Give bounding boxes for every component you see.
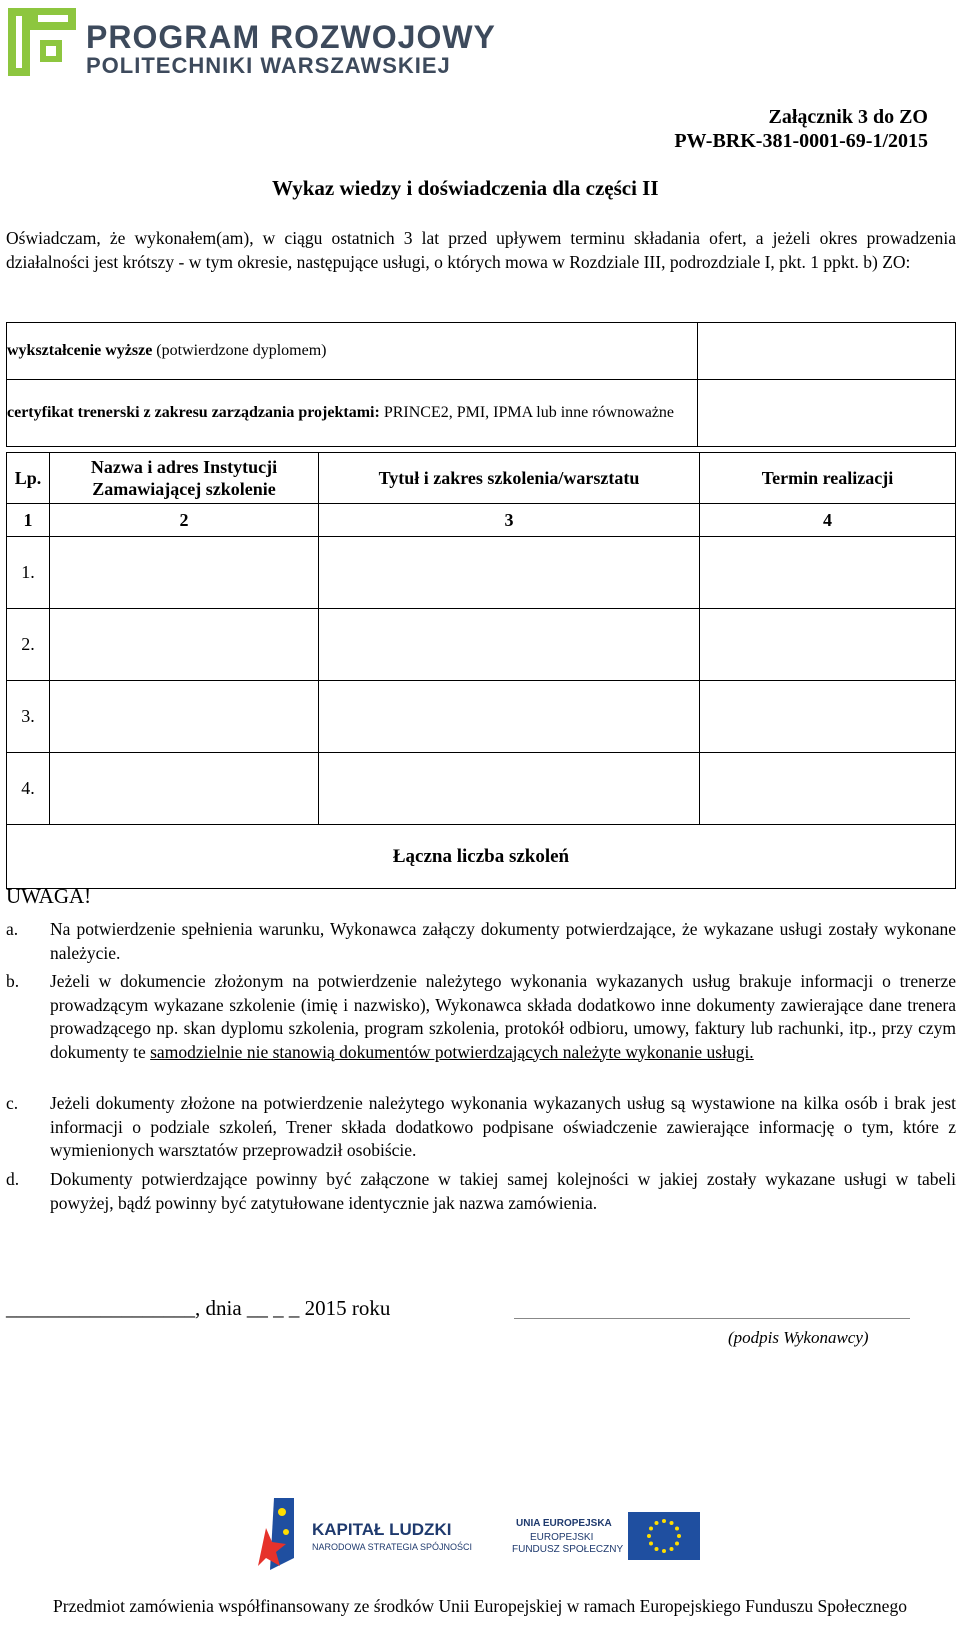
signature-label: (podpis Wykonawcy) — [728, 1328, 869, 1347]
notes-heading: UWAGA! — [6, 884, 92, 908]
note-item — [6, 918, 956, 965]
column-number: 1 — [7, 504, 50, 537]
requirement-row — [7, 380, 956, 447]
note-text: Jeżeli dokumenty złożone na potwierdzenie należytego wykonania wykazanych usług są wystawione na kilka osób i brak jest informacji o podziale szkoleń, Trener składa dodatkowo podpisane oświadczenie zawierające informację o tym, które z wymienionych warsztatów przeprowadził osobiście. — [50, 1093, 956, 1160]
requirement-rest: (potwierdzone dyplomem) — [152, 342, 327, 359]
note-marker: d. — [6, 1169, 20, 1189]
eu-star-icon — [670, 1547, 674, 1551]
services-table — [6, 452, 956, 889]
row-number: 2. — [7, 609, 50, 681]
eu-star-icon — [675, 1527, 679, 1531]
institution-cell[interactable] — [50, 681, 319, 753]
date-cell[interactable] — [700, 537, 956, 609]
intro-paragraph: Oświadczam, że wykonałem(am), w ciągu ostatnich 3 lat przed upływem terminu składania ofert, a jeżeli okres prowadzenia działalności jest krótszy - w tym okresie, następujące usługi, o których mowa w Rozdziale III, podrozdziale I, pkt. 1 ppkt. b) ZO: — [6, 228, 956, 272]
institution-cell[interactable] — [50, 753, 319, 825]
eu-star-icon — [677, 1534, 681, 1538]
requirement-bold: certyfikat trenerski z zakresu zarządzania projektami: — [7, 404, 380, 421]
table-row — [7, 537, 956, 609]
note-text: Na potwierdzenie spełnienia warunku, Wykonawca załączy dokumenty potwierdzające, że wykazane usługi zostały wykonane należycie. — [50, 919, 956, 963]
date-cell[interactable] — [700, 609, 956, 681]
requirement-bold: wykształcenie wyższe — [7, 342, 153, 359]
note-text: Dokumenty potwierdzające powinny być załączone w takiej samej kolejności w jakiej zostały wykazane usługi w tabeli powyżej, bądź powinny być zatytułowane identycznie jak nazwa zamówienia. — [50, 1169, 956, 1213]
table-row — [7, 753, 956, 825]
eu-star-icon — [662, 1549, 666, 1553]
requirement-input-cell[interactable] — [698, 380, 956, 447]
date-cell[interactable] — [700, 753, 956, 825]
requirement-input-cell[interactable] — [698, 323, 956, 380]
row-number: 4. — [7, 753, 50, 825]
eu-line3: FUNDUSZ SPOŁECZNY — [512, 1544, 624, 1555]
eu-star-icon — [670, 1521, 674, 1525]
kapital-ludzki-title: KAPITAŁ LUDZKI — [312, 1520, 452, 1539]
column-number: 2 — [50, 504, 319, 537]
note-marker: c. — [6, 1093, 19, 1113]
note-underlined-text: samodzielnie nie stanowią dokumentów potwierdzających należyte wykonanie usługi. — [150, 1041, 754, 1062]
title-cell[interactable] — [319, 609, 700, 681]
table-number-row — [7, 504, 956, 537]
annex-label: Załącznik 3 do ZO — [768, 106, 928, 128]
title-cell[interactable] — [319, 681, 700, 753]
requirement-rest: PRINCE2, PMI, IPMA lub inne równoważne — [379, 404, 675, 421]
title-cell[interactable] — [319, 537, 700, 609]
header-title: Tytuł i zakres szkolenia/warsztatu — [319, 453, 700, 504]
eu-star-icon — [655, 1547, 659, 1551]
header-lp: Lp. — [7, 453, 50, 504]
header-institution: Nazwa i adres Instytucji Zamawiającej szkolenie — [50, 453, 319, 504]
eu-star-icon — [655, 1521, 659, 1525]
logo-subtitle: POLITECHNIKI WARSZAWSKIEJ — [86, 53, 451, 78]
kapital-ludzki-subtitle: NARODOWA STRATEGIA SPÓJNOŚCI — [312, 1542, 473, 1552]
note-marker: a. — [6, 919, 19, 939]
note-item — [6, 970, 956, 1064]
header-date: Termin realizacji — [700, 453, 956, 504]
eu-line2: EUROPEJSKI — [530, 1532, 594, 1543]
date-line[interactable]: __________________, dnia __ _ _ 2015 roku — [6, 1296, 391, 1320]
footer-text: Przedmiot zamówienia współfinansowany ze środków Unii Europejskiej w ramach Europejskiego Funduszu Społecznego — [53, 1596, 907, 1616]
total-label: Łączna liczba szkoleń — [7, 825, 956, 889]
program-logo-icon — [6, 6, 78, 78]
kapital-ludzki-icon — [256, 1498, 296, 1570]
note-marker: b. — [6, 971, 20, 991]
row-number: 3. — [7, 681, 50, 753]
document-title: Wykaz wiedzy i doświadczenia dla części II — [272, 176, 659, 200]
requirements-table — [6, 322, 956, 447]
requirement-text — [7, 323, 698, 380]
column-number: 4 — [700, 504, 956, 537]
table-row — [7, 609, 956, 681]
row-number: 1. — [7, 537, 50, 609]
reference-number: PW-BRK-381-0001-69-1/2015 — [674, 130, 928, 152]
logo-title: PROGRAM ROZWOJOWY — [86, 19, 496, 55]
eu-line1: UNIA EUROPEJSKA — [516, 1518, 612, 1529]
eu-star-icon — [649, 1542, 653, 1546]
institution-cell[interactable] — [50, 609, 319, 681]
requirement-row — [7, 323, 956, 380]
eu-star-icon — [675, 1542, 679, 1546]
table-header-row — [7, 453, 956, 504]
signature-line[interactable] — [514, 1318, 910, 1319]
table-row — [7, 681, 956, 753]
note-text-container — [50, 970, 956, 1064]
eu-star-icon — [662, 1519, 666, 1523]
eu-star-icon — [647, 1534, 651, 1538]
requirement-text — [7, 380, 698, 447]
institution-cell[interactable] — [50, 537, 319, 609]
date-cell[interactable] — [700, 681, 956, 753]
note-text: Jeżeli w dokumencie złożonym na potwierdzenie należytego wykonania wykazanych usług brakuje informacji o trenerze prowadzącym wykazane szkolenie (imię i nazwisko), Wykonawca składa dodatkowo inne dokumenty zawierające dane trenera prowadzącego np. skan dyplomu szkolenia, program szkolenia, protokół odbioru, umowy, faktury lub rachunki, itp., przy czym dokumenty te — [50, 971, 956, 1062]
note-item — [6, 1092, 956, 1163]
column-number: 3 — [319, 504, 700, 537]
total-row — [7, 825, 956, 889]
title-cell[interactable] — [319, 753, 700, 825]
eu-flag-icon — [628, 1512, 700, 1560]
footer-logos — [256, 1498, 708, 1578]
note-item — [6, 1168, 956, 1215]
eu-star-icon — [649, 1527, 653, 1531]
